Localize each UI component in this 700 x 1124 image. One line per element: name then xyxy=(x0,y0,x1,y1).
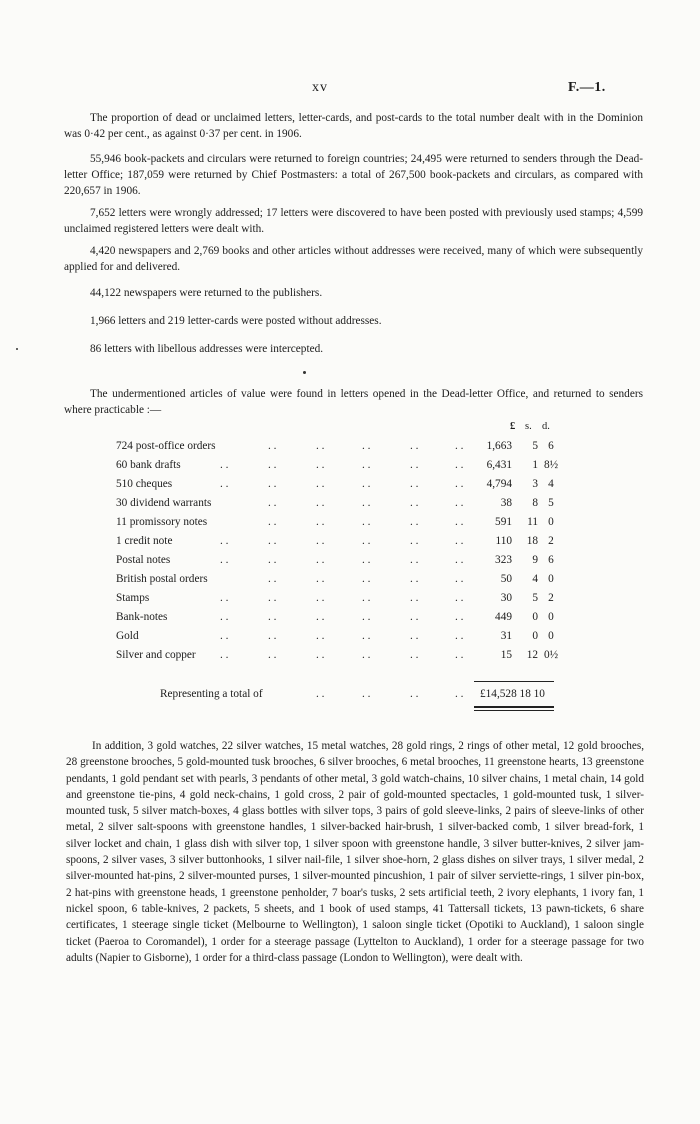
pounds-cell: 31 xyxy=(500,630,512,642)
leader-dots: . . xyxy=(455,592,464,604)
leader-dots: . . xyxy=(316,554,325,566)
shillings-cell: 12 xyxy=(526,649,538,661)
pounds-header: £ xyxy=(510,421,516,432)
pounds-cell: 323 xyxy=(495,554,512,566)
leader-dots: . . xyxy=(316,497,325,509)
item-label: 724 post-office orders xyxy=(116,440,216,452)
leader-dots: . . xyxy=(362,592,371,604)
pounds-cell: 38 xyxy=(500,497,512,509)
leader-dots: . . xyxy=(362,573,371,585)
leader-dots: . . xyxy=(316,516,325,528)
table-row xyxy=(116,459,576,478)
pounds-cell: 30 xyxy=(500,592,512,604)
pounds-cell: 50 xyxy=(500,573,512,585)
pence-cell: 0 xyxy=(548,516,554,528)
leader-dots: . . xyxy=(220,478,229,490)
leader-dots: . . xyxy=(268,516,277,528)
leader-dots: . . xyxy=(362,554,371,566)
document-reference: F.—1. xyxy=(568,80,606,95)
leader-dots: . . xyxy=(316,440,325,452)
leader-dots: . . xyxy=(455,535,464,547)
leader-dots: . . xyxy=(268,535,277,547)
paragraph-newspapers-returned: 44,122 newspapers were returned to the publishers. xyxy=(90,287,323,299)
item-label: 510 cheques xyxy=(116,478,173,490)
leader-dots: . . xyxy=(316,459,325,471)
paragraph-posted-without-addresses: 1,966 letters and 219 letter-cards were posted without addresses. xyxy=(90,315,382,327)
shillings-cell: 0 xyxy=(532,630,538,642)
leader-dots: . . xyxy=(316,688,325,700)
leader-dots: . . xyxy=(362,478,371,490)
shillings-cell: 5 xyxy=(532,592,538,604)
leader-dots: . . xyxy=(410,535,419,547)
pence-cell: 2 xyxy=(548,535,554,547)
leader-dots: . . xyxy=(220,649,229,661)
shillings-cell: 18 xyxy=(526,535,538,547)
table-row xyxy=(116,649,576,668)
pence-cell: 5 xyxy=(548,497,554,509)
pounds-cell: 6,431 xyxy=(486,459,512,471)
table-row xyxy=(116,516,576,535)
leader-dots: . . xyxy=(455,459,464,471)
item-label: 60 bank drafts xyxy=(116,459,181,471)
shillings-cell: 8 xyxy=(532,497,538,509)
leader-dots: . . xyxy=(316,630,325,642)
table-row xyxy=(116,440,576,459)
shillings-cell: 4 xyxy=(532,573,538,585)
leader-dots: . . xyxy=(268,649,277,661)
leader-dots: . . xyxy=(362,440,371,452)
pence-cell: 2 xyxy=(548,592,554,604)
leader-dots: . . xyxy=(220,554,229,566)
leader-dots: . . xyxy=(268,630,277,642)
total-double-rule-top xyxy=(474,706,554,708)
shillings-header: s. xyxy=(525,421,532,432)
leader-dots: . . xyxy=(362,535,371,547)
pence-cell: 4 xyxy=(548,478,554,490)
total-double-rule-bottom xyxy=(474,710,554,711)
table-row xyxy=(116,611,576,630)
leader-dots: . . xyxy=(455,554,464,566)
leader-dots: . . xyxy=(316,649,325,661)
leader-dots: . . xyxy=(410,478,419,490)
leader-dots: . . xyxy=(220,630,229,642)
leader-dots: . . xyxy=(455,649,464,661)
leader-dots: . . xyxy=(362,497,371,509)
leader-dots: . . xyxy=(362,688,371,700)
paper-speck xyxy=(16,348,18,350)
leader-dots: . . xyxy=(362,630,371,642)
pence-cell: 0½ xyxy=(543,649,559,661)
table-row xyxy=(116,592,576,611)
paper-speck xyxy=(303,371,306,374)
leader-dots: . . xyxy=(410,688,419,700)
shillings-cell: 1 xyxy=(532,459,538,471)
item-label: British postal orders xyxy=(116,573,208,585)
table-row xyxy=(116,535,576,554)
table-row xyxy=(116,497,576,516)
leader-dots: . . xyxy=(410,573,419,585)
pounds-cell: 15 xyxy=(500,649,512,661)
leader-dots: . . xyxy=(362,459,371,471)
page-number: xv xyxy=(312,80,328,95)
shillings-cell: 11 xyxy=(527,516,538,528)
table-row xyxy=(116,554,576,573)
item-label: Stamps xyxy=(116,592,150,604)
leader-dots: . . xyxy=(410,611,419,623)
leader-dots: . . xyxy=(455,573,464,585)
shillings-cell: 0 xyxy=(532,611,538,623)
paragraph-book-packets: 55,946 book-packets and circulars were returned to foreign countries; 24,495 were returned to senders through the Dead-letter Office; 187,059 were returned by Chief Postmasters: a total of 267,500 book-packets and circulars, as compared with 220,657 in 1906. xyxy=(64,153,643,197)
leader-dots: . . xyxy=(410,459,419,471)
leader-dots: . . xyxy=(268,573,277,585)
total-label: Representing a total of xyxy=(160,688,263,700)
table-row xyxy=(116,630,576,649)
table-row xyxy=(116,478,576,497)
leader-dots: . . xyxy=(410,516,419,528)
pounds-cell: 591 xyxy=(495,516,512,528)
paragraph-wrongly-addressed: 7,652 letters were wrongly addressed; 17 letters were discovered to have been posted with previously used stamps; 4,599 unclaimed registered letters were dealt with. xyxy=(64,207,643,235)
paragraph-newspapers-books: 4,420 newspapers and 2,769 books and other articles without addresses were received, many of which were subsequently applied for and delivered. xyxy=(64,245,643,273)
item-label: Postal notes xyxy=(116,554,171,566)
leader-dots: . . xyxy=(455,440,464,452)
leader-dots: . . xyxy=(316,535,325,547)
paragraph-additional-items: In addition, 3 gold watches, 22 silver watches, 15 metal watches, 28 gold rings, 2 rings of other metal, 12 gold brooches, 28 greenstone brooches, 5 gold-mounted tusk brooches, 6 silver brooches, 6 metal brooches, 11 greenstone hearts, 13 greenstone pendants, 1 gold pendant set with pearls, 3 pendants of other metal, 3 gold watch-chains, 10 silver chains, 1 metal chain, 14 gold and greenstone tie-pins, 4 gold neck-chains, 1 gold cross, 2 pair of gold-mounted spectacles, 1 gold-mounted tusk, 1 silver-mounted tusk, 5 silver match-boxes, 4 glass bottles with silver tops, 3 pairs of gold sleeve-links, 2 pairs of sleeve-links of other metal, 2 silver salt-spoons with greenstone handles, 1 silver-backed hair-brush, 1 silver-backed comb, 1 silver bread-fork, 1 silver locket and chain, 1 glass dish with silver top, 1 silver spoon with greenstone handle, 3 silver butter-knives, 2 silver jam-spoons, 2 silver vases, 3 silver buttonhooks, 1 silver nail-file, 1 silver shoe-horn, 2 glass dishes on silver trays, 1 silver medal, 2 silver-mounted hat-pins, 2 silver-mounted purses, 1 silver-mounted pincushion, 1 pair of silver serviette-rings, 1 silver pin-box, 2 hat-pins with greenstone heads, 1 greenstone penholder, 7 boar's tusks, 2 sets artificial teeth, 2 ivory elephants, 1 ivory fan, 1 nickel spoon, 6 table-knives, 2 packets, 5 sheets, and 1 book of used stamps, 41 Tattersall tickets, 13 pawn-tickets, 6 share certificates, 1 steerage single ticket (Melbourne to Wellington), 1 saloon single ticket (Opotiki to Auckland), 1 saloon single ticket (Paeroa to Coromandel), 1 order for a steerage passage (Lyttelton to Auckland), 1 order for a steerage passage for two adults (Napier to Gisborne), 1 order for a third-class passage (London to Wellington), were dealt with. xyxy=(66,740,644,964)
shillings-cell: 9 xyxy=(532,554,538,566)
paragraph-proportion: The proportion of dead or unclaimed letters, letter-cards, and post-cards to the total number dealt with in the Dominion was 0·42 per cent., as against 0·37 per cent. in 1906. xyxy=(64,112,643,140)
pence-cell: 6 xyxy=(548,554,554,566)
shillings-cell: 3 xyxy=(532,478,538,490)
leader-dots: . . xyxy=(268,554,277,566)
pounds-cell: 1,663 xyxy=(486,440,512,452)
item-label: 1 credit note xyxy=(116,535,173,547)
leader-dots: . . xyxy=(220,535,229,547)
pence-cell: 0 xyxy=(548,573,554,585)
leader-dots: . . xyxy=(316,592,325,604)
leader-dots: . . xyxy=(410,630,419,642)
leader-dots: . . xyxy=(316,611,325,623)
pounds-cell: 110 xyxy=(495,535,512,547)
paragraph-libellous: 86 letters with libellous addresses were intercepted. xyxy=(90,343,324,355)
subtotal-rule xyxy=(474,681,554,682)
pounds-cell: 449 xyxy=(495,611,512,623)
total-amount: £14,528 18 10 xyxy=(480,688,545,700)
item-label: Gold xyxy=(116,630,139,642)
pence-cell: 8½ xyxy=(543,459,559,471)
leader-dots: . . xyxy=(410,592,419,604)
leader-dots: . . xyxy=(410,497,419,509)
item-label: 30 dividend warrants xyxy=(116,497,212,509)
leader-dots: . . xyxy=(220,459,229,471)
leader-dots: . . xyxy=(316,478,325,490)
leader-dots: . . xyxy=(268,478,277,490)
leader-dots: . . xyxy=(316,573,325,585)
leader-dots: . . xyxy=(455,516,464,528)
paragraph-articles-intro: The undermentioned articles of value were found in letters opened in the Dead-letter Office, and returned to senders where practicable :— xyxy=(64,388,643,416)
leader-dots: . . xyxy=(410,440,419,452)
pence-cell: 0 xyxy=(548,611,554,623)
leader-dots: . . xyxy=(220,611,229,623)
pence-cell: 6 xyxy=(548,440,554,452)
leader-dots: . . xyxy=(220,592,229,604)
leader-dots: . . xyxy=(268,611,277,623)
shillings-cell: 5 xyxy=(532,440,538,452)
table-row xyxy=(116,573,576,592)
leader-dots: . . xyxy=(410,649,419,661)
leader-dots: . . xyxy=(455,478,464,490)
leader-dots: . . xyxy=(268,459,277,471)
pence-header: d. xyxy=(542,421,550,432)
leader-dots: . . xyxy=(455,630,464,642)
leader-dots: . . xyxy=(362,611,371,623)
pence-cell: 0 xyxy=(548,630,554,642)
leader-dots: . . xyxy=(362,516,371,528)
leader-dots: . . xyxy=(268,497,277,509)
item-label: Bank-notes xyxy=(116,611,168,623)
leader-dots: . . xyxy=(268,440,277,452)
leader-dots: . . xyxy=(455,497,464,509)
leader-dots: . . xyxy=(455,611,464,623)
item-label: 11 promissory notes xyxy=(116,516,208,528)
leader-dots: . . xyxy=(362,649,371,661)
leader-dots: . . xyxy=(455,688,464,700)
item-label: Silver and copper xyxy=(116,649,196,661)
pounds-cell: 4,794 xyxy=(486,478,512,490)
leader-dots: . . xyxy=(268,592,277,604)
leader-dots: . . xyxy=(410,554,419,566)
